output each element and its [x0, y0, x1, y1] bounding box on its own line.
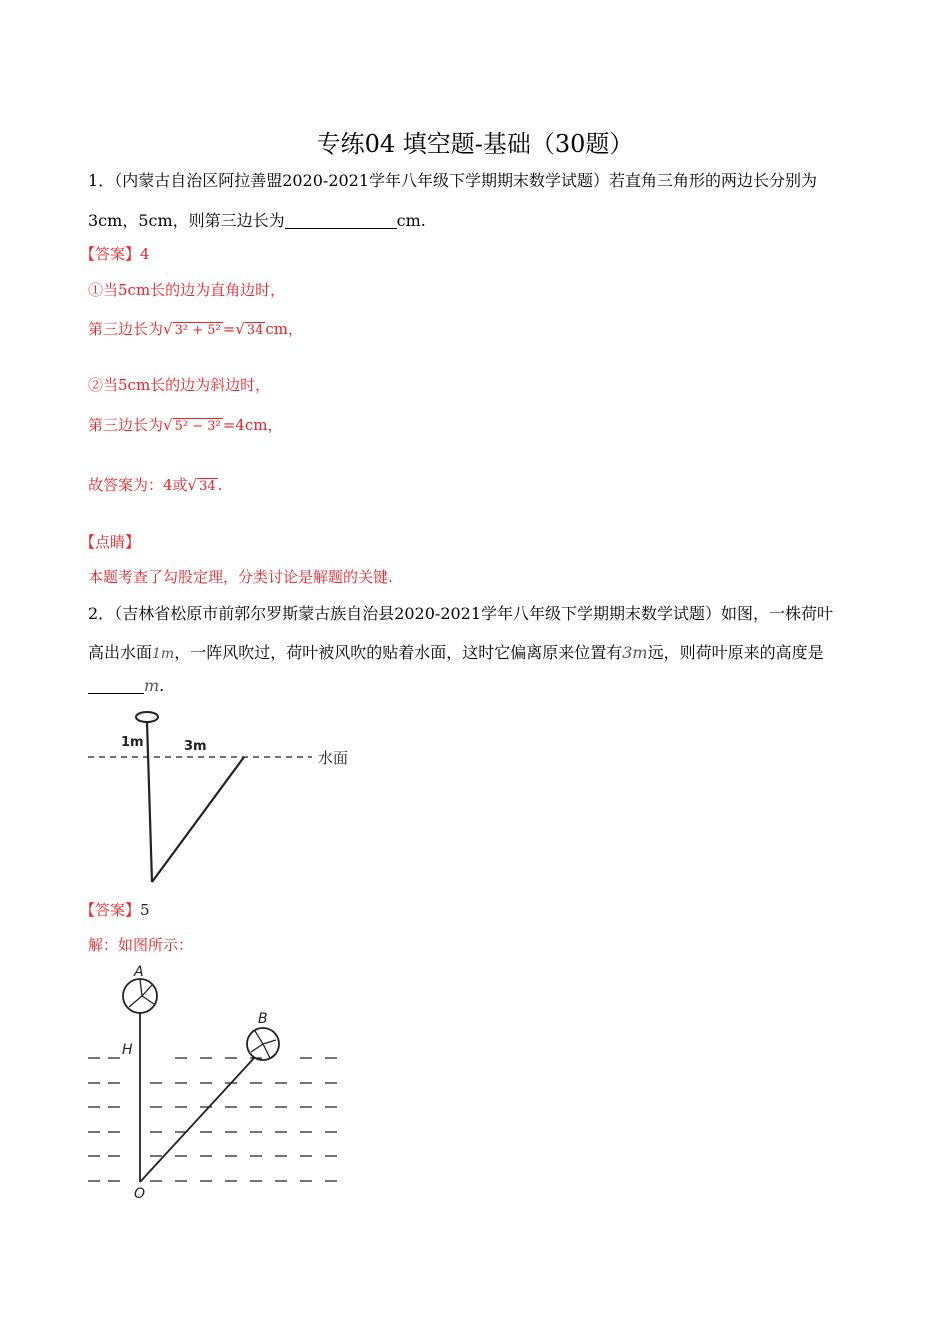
- question-2-text-2b: ，一阵风吹过，荷叶被风吹的贴着水面，这时它偏离原来位置有: [174, 643, 623, 662]
- water-dashes: [88, 1058, 337, 1181]
- solution-figure: [80, 960, 360, 1205]
- question-2-line-2: [88, 640, 824, 663]
- case-2-equals: =4: [222, 416, 245, 434]
- lotus-leaf: [136, 712, 158, 722]
- lotus-stem: [147, 722, 152, 882]
- stem-OB: [140, 1057, 255, 1182]
- answer-1: [80, 243, 150, 264]
- label-water-surface: 水面: [318, 749, 349, 767]
- leaf-a-icon: [123, 979, 157, 1013]
- question-1-number: 1．: [88, 171, 115, 190]
- conclusion-prefix: 故答案为：4或: [88, 476, 188, 494]
- answer-blank: [88, 677, 144, 694]
- case-1-unit: cm，: [265, 320, 304, 338]
- case-1-prefix: 第三边长为: [88, 320, 164, 338]
- sqrt-icon: √: [187, 476, 198, 494]
- label-3m: 3m: [184, 739, 207, 754]
- case-2-result: [88, 414, 282, 435]
- case-1: ①当5cm长的边为直角边时，: [88, 281, 286, 299]
- leaf-b-icon: [247, 1028, 279, 1060]
- label-B: B: [258, 1011, 268, 1027]
- question-1-text: （内蒙古自治区阿拉善盟2020-2021学年八年级下学期期末数学试题）若直角三角形的两边长分别为: [114, 171, 818, 190]
- answer-tag: 【答案】: [80, 245, 141, 263]
- case-2-expression: 5² − 3²: [174, 419, 221, 434]
- case-1-expression: 3² + 5²: [174, 323, 221, 338]
- case-1-result: [88, 318, 303, 339]
- answer-tag: 【答案】: [80, 901, 141, 919]
- label-O: O: [134, 1186, 146, 1202]
- question-2-text-2a: 高出水面: [88, 643, 153, 662]
- comment-text: 本题考查了勾股定理，分类讨论是解题的关键.: [88, 568, 393, 586]
- comment-tag: 【点睛】: [80, 533, 141, 551]
- case-1-equals: =: [222, 320, 236, 338]
- question-2-number: 2．: [88, 604, 115, 623]
- question-1-unit: cm.: [396, 211, 426, 230]
- case-2-prefix: 第三边长为: [88, 416, 164, 434]
- question-2-end: .: [159, 676, 165, 695]
- answer-value: 5: [140, 901, 150, 919]
- unit-3m: 3m: [622, 643, 648, 662]
- bent-stem: [152, 757, 244, 882]
- answer-value: 4: [140, 245, 150, 263]
- question-2-text: （吉林省松原市前郭尔罗斯蒙古族自治县2020-2021学年八年级下学期期末数学试题）如图，一株荷叶: [114, 604, 834, 623]
- label-A: A: [134, 964, 144, 980]
- case-1-radicand: 34: [246, 323, 264, 338]
- answer-2: [80, 899, 150, 920]
- conclusion-radicand: 34: [199, 479, 216, 494]
- question-2-text-2c: 远，则荷叶原来的高度是: [647, 643, 824, 662]
- lotus-figure: [80, 700, 380, 890]
- conclusion-suffix: .: [217, 476, 223, 494]
- case-2-unit: cm，: [244, 416, 283, 434]
- case-2: ②当5cm长的边为斜边时，: [88, 376, 271, 394]
- question-2-unit: m: [144, 676, 160, 695]
- question-1-line-2: [88, 208, 426, 231]
- page-title: 专练04 填空题-基础（30题）: [316, 130, 634, 158]
- label-H: H: [122, 1042, 133, 1058]
- unit-1m: 1m: [152, 646, 175, 662]
- label-1m: 1m: [121, 735, 144, 750]
- question-1-line-1: [88, 168, 817, 191]
- sqrt-icon: √: [235, 320, 245, 338]
- conclusion: [88, 474, 222, 495]
- question-2-line-1: [88, 601, 833, 624]
- sqrt-icon: √: [163, 320, 173, 338]
- sqrt-icon: √: [163, 416, 173, 434]
- question-2-line-3: [88, 676, 164, 695]
- answer-blank: [285, 212, 397, 229]
- question-1-text-2: 3cm，5cm，则第三边长为: [88, 211, 285, 230]
- solution-text: 解：如图所示：: [88, 936, 194, 954]
